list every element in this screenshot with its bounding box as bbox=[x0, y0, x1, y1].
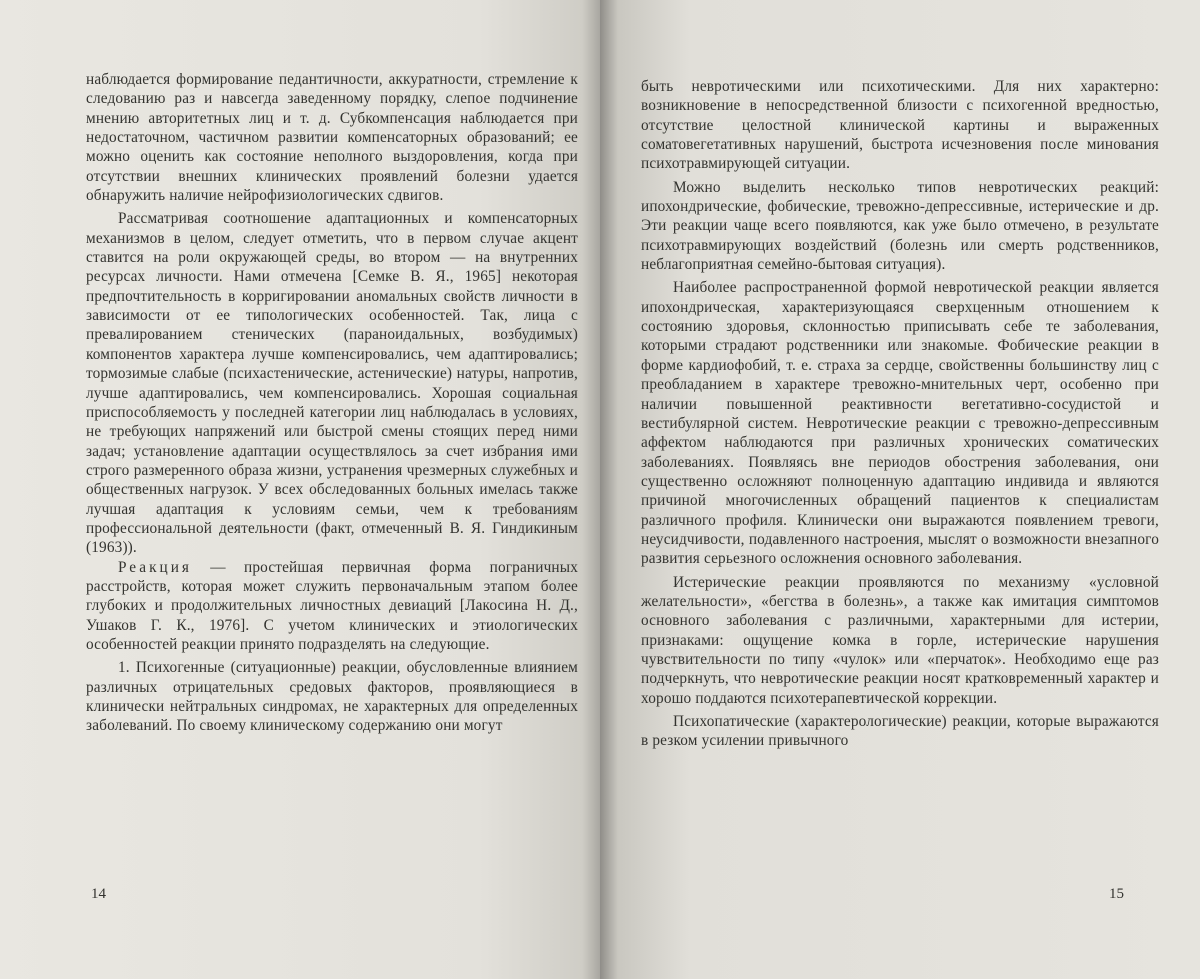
paragraph: 1. Психогенные (ситуационные) реакции, обусловленные влиянием различных отрицательных средовых факторов, проявляющиеся в клинически нейтральных синдромах, не характерных для определенных заболеваний. По своему клиническому содержанию они могут bbox=[86, 659, 578, 735]
paragraph: Истерические реакции проявляются по механизму «условной желательности», «бегства в болезнь», а также как имитация симптомов основного заболевания с различными, характерными для истерии, признаками: ощущение комка в горле, истерические нарушения чувствительности по типу «чулок» или «перчаток». Необходимо еще раз подчеркнуть, что невротические реакции носят кратковременный характер и хорошо поддаются психотерапевтической коррекции. bbox=[641, 573, 1159, 707]
right-page bbox=[600, 0, 1200, 979]
paragraph: Можно выделить несколько типов невротических реакций: ипохондрические, фобические, тревожно-депрессивные, истерические и др. Эти реакции чаще всего появляются, как уже было отмечено, в результате психотравмирующих воздействий (болезнь или смерть родственников, неблагоприятная семейно-бытовая ситуация). bbox=[641, 178, 1159, 274]
page-number: 14 bbox=[91, 886, 106, 902]
paragraph: наблюдается формирование педантичности, аккуратности, стремление к следованию раз и навсегда заведенному порядку, слепое подчинение мнению авторитетных лиц и т. д. Субкомпенсация наблюдается при недостаточном, частичном развитии компенсаторных образований; ее можно оценить как состояние неполного выздоровления, когда при отсутствии внешних клинических проявлений болезни удается обнаружить наличие нейрофизиологических сдвигов. bbox=[86, 71, 578, 205]
paragraph: Наиболее распространенной формой невротической реакции является ипохондрическая, характеризующаяся сверхценным отношением к состоянию здоровья, склонностью приписывать себе те заболевания, которыми страдают родственники или знакомые. Фобические реакции в форме кардиофобий, т. е. страха за сердце, свойственны большинству лиц с преобладанием в характере тревожно-мнительных черт, особенно при наличии повышенной реактивности вегетативно-сосудистой и вестибулярной систем. Невротические реакции с тревожно-депрессивным аффектом наблюдаются при различных хронических соматических заболеваниях. Появляясь вне периодов обострения заболевания, они существенно осложняют полноценную адаптацию индивида и являются причиной многочисленных обращений пациентов к специалистам различного профиля. Клинически они выражаются появлением тревоги, неусидчивости, подавленного настроения, мыслят о возможности внезапного развития серьезного осложнения основного заболевания. bbox=[641, 279, 1159, 568]
paragraph: Рассматривая соотношение адаптационных и компенсаторных механизмов в целом, следует отметить, что в первом случае акцент ставится на роли окружающей среды, во втором — на внутренних ресурсах личности. Нами отмечена [Семке В. Я., 1965] некоторая предпочтительность в корригировании аномальных свойств личности в зависимости от ее типологических особенностей. Так, лица с превалированием стенических (параноидальных, возбудимых) компонентов характера лучше компенсировались, чем адаптировались; тормозимые слабые (психастенические, астенические) натуры, напротив, лучше адаптировались, чем компенсировались. Хорошая социальная приспособляемость у последней категории лиц наблюдалась в условиях, не требующих напряжений или быстрой смены стоящих перед ними задач; установление адаптации осуществлялось за счет избрания ими строго размеренного образа жизни, устранения чрезмерных служебных и общественных нагрузок. У всех обследованных больных имелась также лучшая адаптация к условиям семьи, чем к требованиям профессиональной деятельности (факт, отмеченный В. Я. Гиндикиным (1963)). bbox=[86, 210, 578, 557]
right-page-text bbox=[641, 77, 1159, 751]
paragraph: Психопатические (характерологические) реакции, которые выражаются в резком усилении привычного bbox=[641, 713, 1159, 750]
left-page-text bbox=[86, 70, 578, 736]
paragraph: быть невротическими или психотическими. Для них характерно: возникновение в непосредственной близости с психогенной вредностью, отсутствие целостной клинической картины и выраженных соматовегетативных нарушений, быстрота исчезновения после минования психотравмирующей ситуации. bbox=[641, 78, 1159, 173]
paragraph bbox=[86, 558, 578, 655]
term-reaction: Реакция bbox=[118, 558, 192, 576]
paragraph-body: — простейшая первичная форма пограничных расстройств, которая может служить первоначальным этапом более глубоких и продолжительных личностных девиаций [Лакосина Н. Д., Ушаков Г. К., 1976]. С учетом клинических и этиологических особенностей реакции принято подразделять на следующие. bbox=[86, 558, 578, 653]
page-number: 15 bbox=[1109, 886, 1124, 902]
